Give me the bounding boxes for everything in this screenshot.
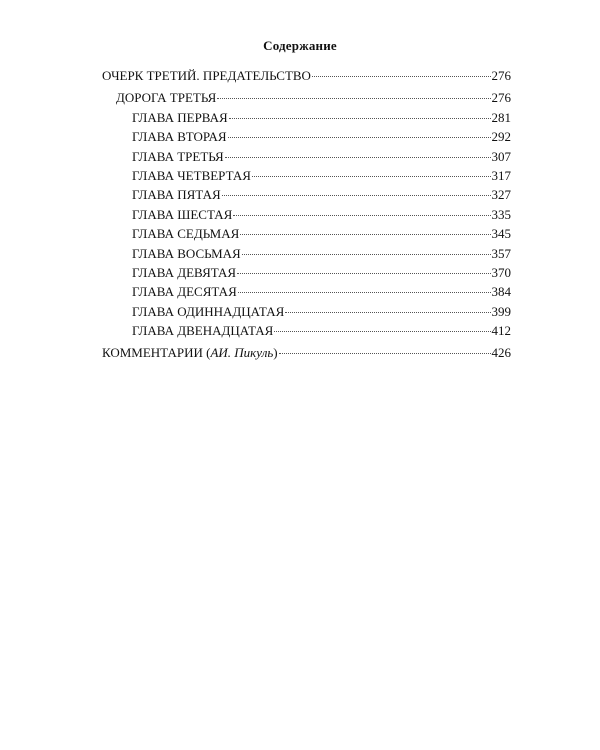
toc-entry-label: ДОРОГА ТРЕТЬЯ: [116, 90, 217, 106]
toc-entry-label: ГЛАВА ДЕВЯТАЯ: [132, 264, 237, 280]
toc-entry-chapter-6[interactable]: [102, 205, 511, 224]
toc-entry-page: 345: [491, 226, 511, 242]
dot-leader: [217, 98, 490, 99]
toc-entry-page: 307: [491, 148, 511, 164]
toc-entry-label: ГЛАВА ПЕРВАЯ: [132, 109, 228, 125]
dot-leader: [233, 215, 490, 216]
dot-leader: [312, 76, 491, 77]
dot-leader: [242, 254, 491, 255]
toc-entry-chapter-5[interactable]: [102, 185, 511, 204]
toc-entry-chapter-9[interactable]: [102, 263, 511, 282]
toc-entry-label: ОЧЕРК ТРЕТИЙ. ПРЕДАТЕЛЬСТВО: [102, 68, 311, 83]
toc-entry-page: 317: [491, 167, 511, 183]
toc-entry-page: 384: [491, 284, 511, 300]
toc-entry-page: 276: [491, 68, 511, 83]
dot-leader: [274, 331, 490, 332]
dot-leader: [279, 353, 491, 354]
table-of-contents: [102, 66, 511, 363]
toc-entry-road-three[interactable]: [102, 88, 511, 107]
toc-entry-chapter-1[interactable]: [102, 108, 511, 127]
toc-title: Содержание: [263, 38, 337, 53]
toc-entry-label: ГЛАВА ДВЕНАДЦАТАЯ: [132, 323, 274, 339]
toc-entry-chapter-12[interactable]: [102, 321, 511, 340]
toc-entry-chapter-8[interactable]: [102, 244, 511, 263]
toc-entry-label: ГЛАВА ШЕСТАЯ: [132, 206, 233, 222]
dot-leader: [229, 118, 491, 119]
toc-entry-label: ГЛАВА ВОСЬМАЯ: [132, 245, 241, 261]
toc-entry-label: ГЛАВА ДЕСЯТАЯ: [132, 284, 237, 300]
toc-entry-label-main: КОММЕНТАРИИ: [102, 345, 203, 361]
toc-entry-page: 292: [491, 129, 511, 145]
toc-entry-label: ГЛАВА ОДИННАДЦАТАЯ: [132, 303, 285, 319]
toc-entry-label: ГЛАВА СЕДЬМАЯ: [132, 226, 240, 242]
toc-entry-page: 335: [491, 206, 511, 222]
toc-entry-page: 357: [491, 245, 511, 261]
toc-entry-page: 327: [491, 187, 511, 203]
toc-entry-label-author: АИ. Пикуль: [210, 345, 274, 361]
toc-entry-chapter-10[interactable]: [102, 282, 511, 301]
dot-leader: [285, 312, 490, 313]
toc-entry-part-three[interactable]: [102, 66, 511, 85]
toc-entry-page: 276: [491, 90, 511, 106]
dot-leader: [240, 234, 490, 235]
dot-leader: [238, 292, 491, 293]
dot-leader: [225, 157, 491, 158]
toc-entry-chapter-7[interactable]: [102, 224, 511, 243]
toc-entry-chapter-2[interactable]: [102, 127, 511, 146]
toc-entry-page: 281: [491, 109, 511, 125]
toc-entry-page: 412: [491, 323, 511, 339]
dot-leader: [228, 137, 491, 138]
toc-entry-chapter-11[interactable]: [102, 302, 511, 321]
toc-entry-page: 370: [491, 264, 511, 280]
toc-entry-page: 399: [491, 303, 511, 319]
toc-entry-chapter-3[interactable]: [102, 147, 511, 166]
dot-leader: [237, 273, 490, 274]
toc-entry-label: КОММЕНТАРИИ (АИ. Пикуль): [102, 345, 278, 361]
toc-entry-label: ГЛАВА ЧЕТВЕРТАЯ: [132, 167, 251, 183]
dot-leader: [252, 176, 491, 177]
toc-entry-label: ГЛАВА ПЯТАЯ: [132, 187, 221, 203]
toc-entry-page: 426: [491, 345, 511, 361]
toc-entry-label: ГЛАВА ВТОРАЯ: [132, 129, 227, 145]
toc-entry-label: ГЛАВА ТРЕТЬЯ: [132, 148, 224, 164]
dot-leader: [222, 195, 491, 196]
toc-entry-chapter-4[interactable]: [102, 166, 511, 185]
toc-entry-comments[interactable]: [102, 343, 511, 362]
